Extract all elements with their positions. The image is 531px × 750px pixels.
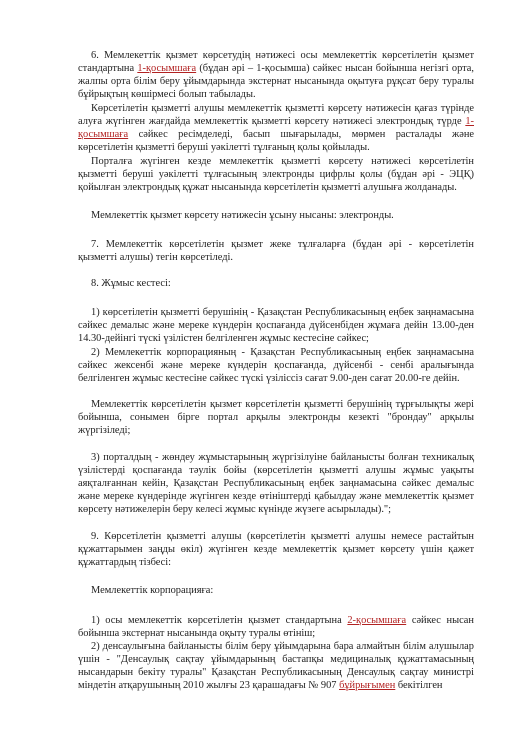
paragraph-documents-list	[78, 530, 474, 569]
paragraph-text: сәйкес нысан бойынша экстернат нысанында оқыту туралы өтініш;	[78, 615, 474, 640]
paragraph-text: (бұдан әрі – 1-қосымша) сәйкес нысан бойынша негізгі орта, жалпы орта білім беру ұйымдарында экстернат нысанында оқытуға рұқсат беру туралы бұйрықтың көшірмесі болып табылады.	[78, 63, 475, 101]
paragraph-paper-result	[78, 102, 474, 154]
paragraph-text: 7. Мемлекеттік көрсетілетін қызмет жеке тұлғаларға (бұдан әрі - көрсетілетін қызметті алушы) тегін көрсетіледі.	[78, 239, 474, 264]
paragraph-text: бекітілген	[395, 680, 443, 692]
paragraph-booking	[78, 398, 474, 437]
paragraph-result-form	[78, 209, 474, 222]
paragraph-text: 2) денсаулығына байланысты білім беру ұйымдарына бара алмайтын білім алушылар үшін - "Денсаулық сақтау ұйымдарының бастапқы медициналық құжаттамасының нысандарын бекіту туралы" Қазақстан Республикасының Денсаулық сақтау министрі міндетін атқарушының 2010 жылғы 23 қарашадағы № 907	[78, 641, 474, 692]
paragraph-free-service	[78, 238, 474, 264]
paragraph-text: 3) порталдың - жөндеу жұмыстарының жүргізілуіне байланысты болған техникалық үзілістерді қоспағанда тәулік бойы (көрсетілетін қызметті алушы жұмыс уақыты аяқталғаннан кейін, Қазақстан Республикасының еңбек заңнамасына сәйкес демалыс және мереке күндеріндe жүгінген кезде өтініштерді қабылдау және мемлекеттік қызмет көрсету нәтижелерін беру келесі жұмыс күнінде жүзеге асырылады).";	[78, 452, 474, 516]
paragraph-text: 9. Көрсетілетін қызметті алушы (көрсетілетін қызметті алушы немесе растайтын құжаттарымен заңды өкіл) жүгінген кезде мемлекеттік қызмет көрсету үшін қажет құжаттардың тізбесі:	[78, 531, 474, 569]
paragraph-corporation	[78, 584, 474, 597]
paragraph-application	[78, 614, 474, 640]
paragraph-text: сәйкес ресімделеді, басып шығарылады, мөрмен расталады және көрсетілетін қызметті беруші уәкілетті тұлғаның қолы қойылады.	[78, 129, 474, 154]
paragraph-schedule-heading	[78, 277, 474, 290]
document-reference-link[interactable]: бұйрығымен	[339, 680, 396, 692]
paragraph-text: Мемлекеттік қызмет көрсету нәтижесін ұсыну нысаны: электронды.	[91, 210, 394, 221]
paragraph-text: 1) көрсетілетін қызметті берушінің - Қазақстан Республикасының еңбек заңнамасына сәйкес демалыс және мереке күндерін қоспағанда дүйсенбіден жұмаға дейін 13.00-ден 14.30-дейінгі түскі үзілістен белгіленген жұмыс кестесіне сәйкес;	[78, 307, 474, 345]
paragraph-text: Порталға жүгінген кезде мемлекеттік қызметті көрсету нәтижесі көрсетілетін қызметті беруші уәкілетті тұлғасының электронды цифрлы қолы (бұдан әрі - ЭЦҚ) қойылған электрондық құжат нысанында көрсетілетін қызметті алушыға жолданады.	[78, 156, 474, 194]
paragraph-schedule-portal	[78, 451, 474, 516]
paragraph-text: 6. Мемлекеттік қызмет көрсетудің нәтижесі осы мемлекеттік көрсетілетін қызмет стандартына	[78, 50, 474, 75]
document-reference-link[interactable]: 1-қосымшаға	[78, 116, 474, 141]
document-reference-link[interactable]: 1-қосымшаға	[137, 63, 197, 75]
paragraph-text: 1) осы мемлекеттік көрсетілетін қызмет стандартына	[91, 615, 348, 626]
paragraph-schedule-provider	[78, 306, 474, 345]
paragraph-text: 8. Жұмыс кестесі:	[91, 278, 171, 289]
paragraph-text: Мемлекеттік корпорацияға:	[91, 585, 214, 596]
paragraph-portal-result	[78, 155, 474, 194]
document-reference-link[interactable]: 2-қосымшаға	[347, 615, 407, 626]
paragraph-result	[78, 49, 474, 101]
paragraph-health-certificate	[78, 640, 474, 692]
paragraph-text: Көрсетілетін қызметті алушы мемлекеттік қызметті көрсету нәтижесін қағаз түрінде алуға жүгінген жағдайда мемлекеттік қызметті көрсету нәтижесі электрондық түрде	[78, 103, 474, 128]
paragraph-text: Мемлекеттік көрсетілетін қызмет көрсетілетін қызметті берушінің тұрғылықты жері бойынша, сонымен бірге портал арқылы электронды кезекті "брондау" арқылы жүргізіледі;	[78, 399, 474, 437]
paragraph-schedule-corporation	[78, 346, 474, 385]
paragraph-text: 2) Мемлекеттік корпорацияның - Қазақстан Республикасының еңбек заңнамасына сәйкес жексенбі және мереке күндерін қоспағанда, дүйсенбі - сенбі аралығында белгіленген жұмыс кестесіне сәйкес түскі үзіліссіз сағат 9.00-ден сағат 20.00-ге дейін.	[78, 347, 474, 385]
